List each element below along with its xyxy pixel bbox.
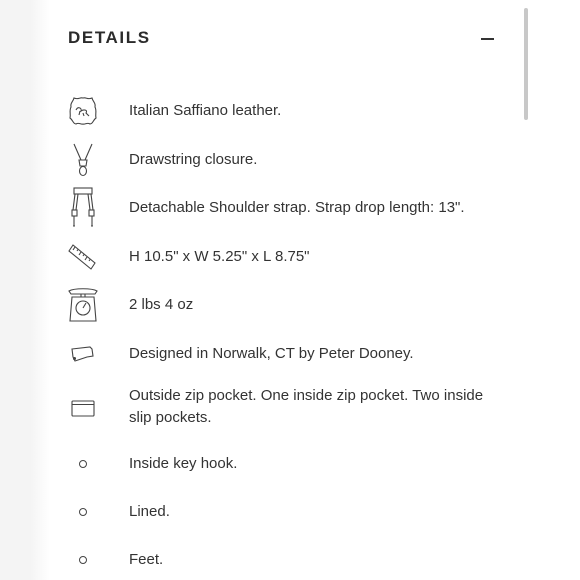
ruler-icon <box>60 240 106 274</box>
shoulder-strap-icon <box>60 186 106 230</box>
detail-item <box>60 240 500 274</box>
detail-text: Lined. <box>129 503 170 520</box>
circle-bullet-icon <box>60 548 106 572</box>
right-background <box>524 0 580 580</box>
detail-text: Italian Saffiano leather. <box>129 102 282 119</box>
scale-icon <box>60 286 106 324</box>
detail-item <box>60 548 500 572</box>
detail-text: 2 lbs 4 oz <box>129 296 194 313</box>
detail-text: Outside zip pocket. One inside zip pocket. Two inside slip pockets. <box>129 387 484 426</box>
detail-item <box>60 342 500 366</box>
detail-item <box>60 385 500 431</box>
scrollbar-thumb[interactable] <box>524 8 528 120</box>
minus-icon[interactable] <box>476 28 498 50</box>
detail-text: Designed in Norwalk, CT by Peter Dooney. <box>129 345 414 362</box>
detail-text: H 10.5" x W 5.25" x L 8.75" <box>129 248 310 265</box>
detail-item <box>60 94 500 128</box>
section-title: DETAILS <box>68 28 151 47</box>
detail-item <box>60 286 500 324</box>
detail-text: Feet. <box>129 551 164 568</box>
zip-pocket-icon <box>60 395 106 421</box>
detail-text: Detachable Shoulder strap. Strap drop length: 13". <box>129 199 465 216</box>
connecticut-map-icon <box>60 342 106 366</box>
drawstring-icon <box>60 142 106 178</box>
leather-hide-icon <box>60 94 106 128</box>
circle-bullet-icon <box>60 500 106 524</box>
detail-text: Drawstring closure. <box>129 151 258 168</box>
detail-item <box>60 500 500 524</box>
left-background <box>30 0 50 580</box>
detail-text: Inside key hook. <box>129 455 238 472</box>
detail-item <box>60 186 500 230</box>
details-header[interactable] <box>68 22 498 56</box>
detail-item <box>60 452 500 476</box>
circle-bullet-icon <box>60 452 106 476</box>
detail-item <box>60 142 500 178</box>
